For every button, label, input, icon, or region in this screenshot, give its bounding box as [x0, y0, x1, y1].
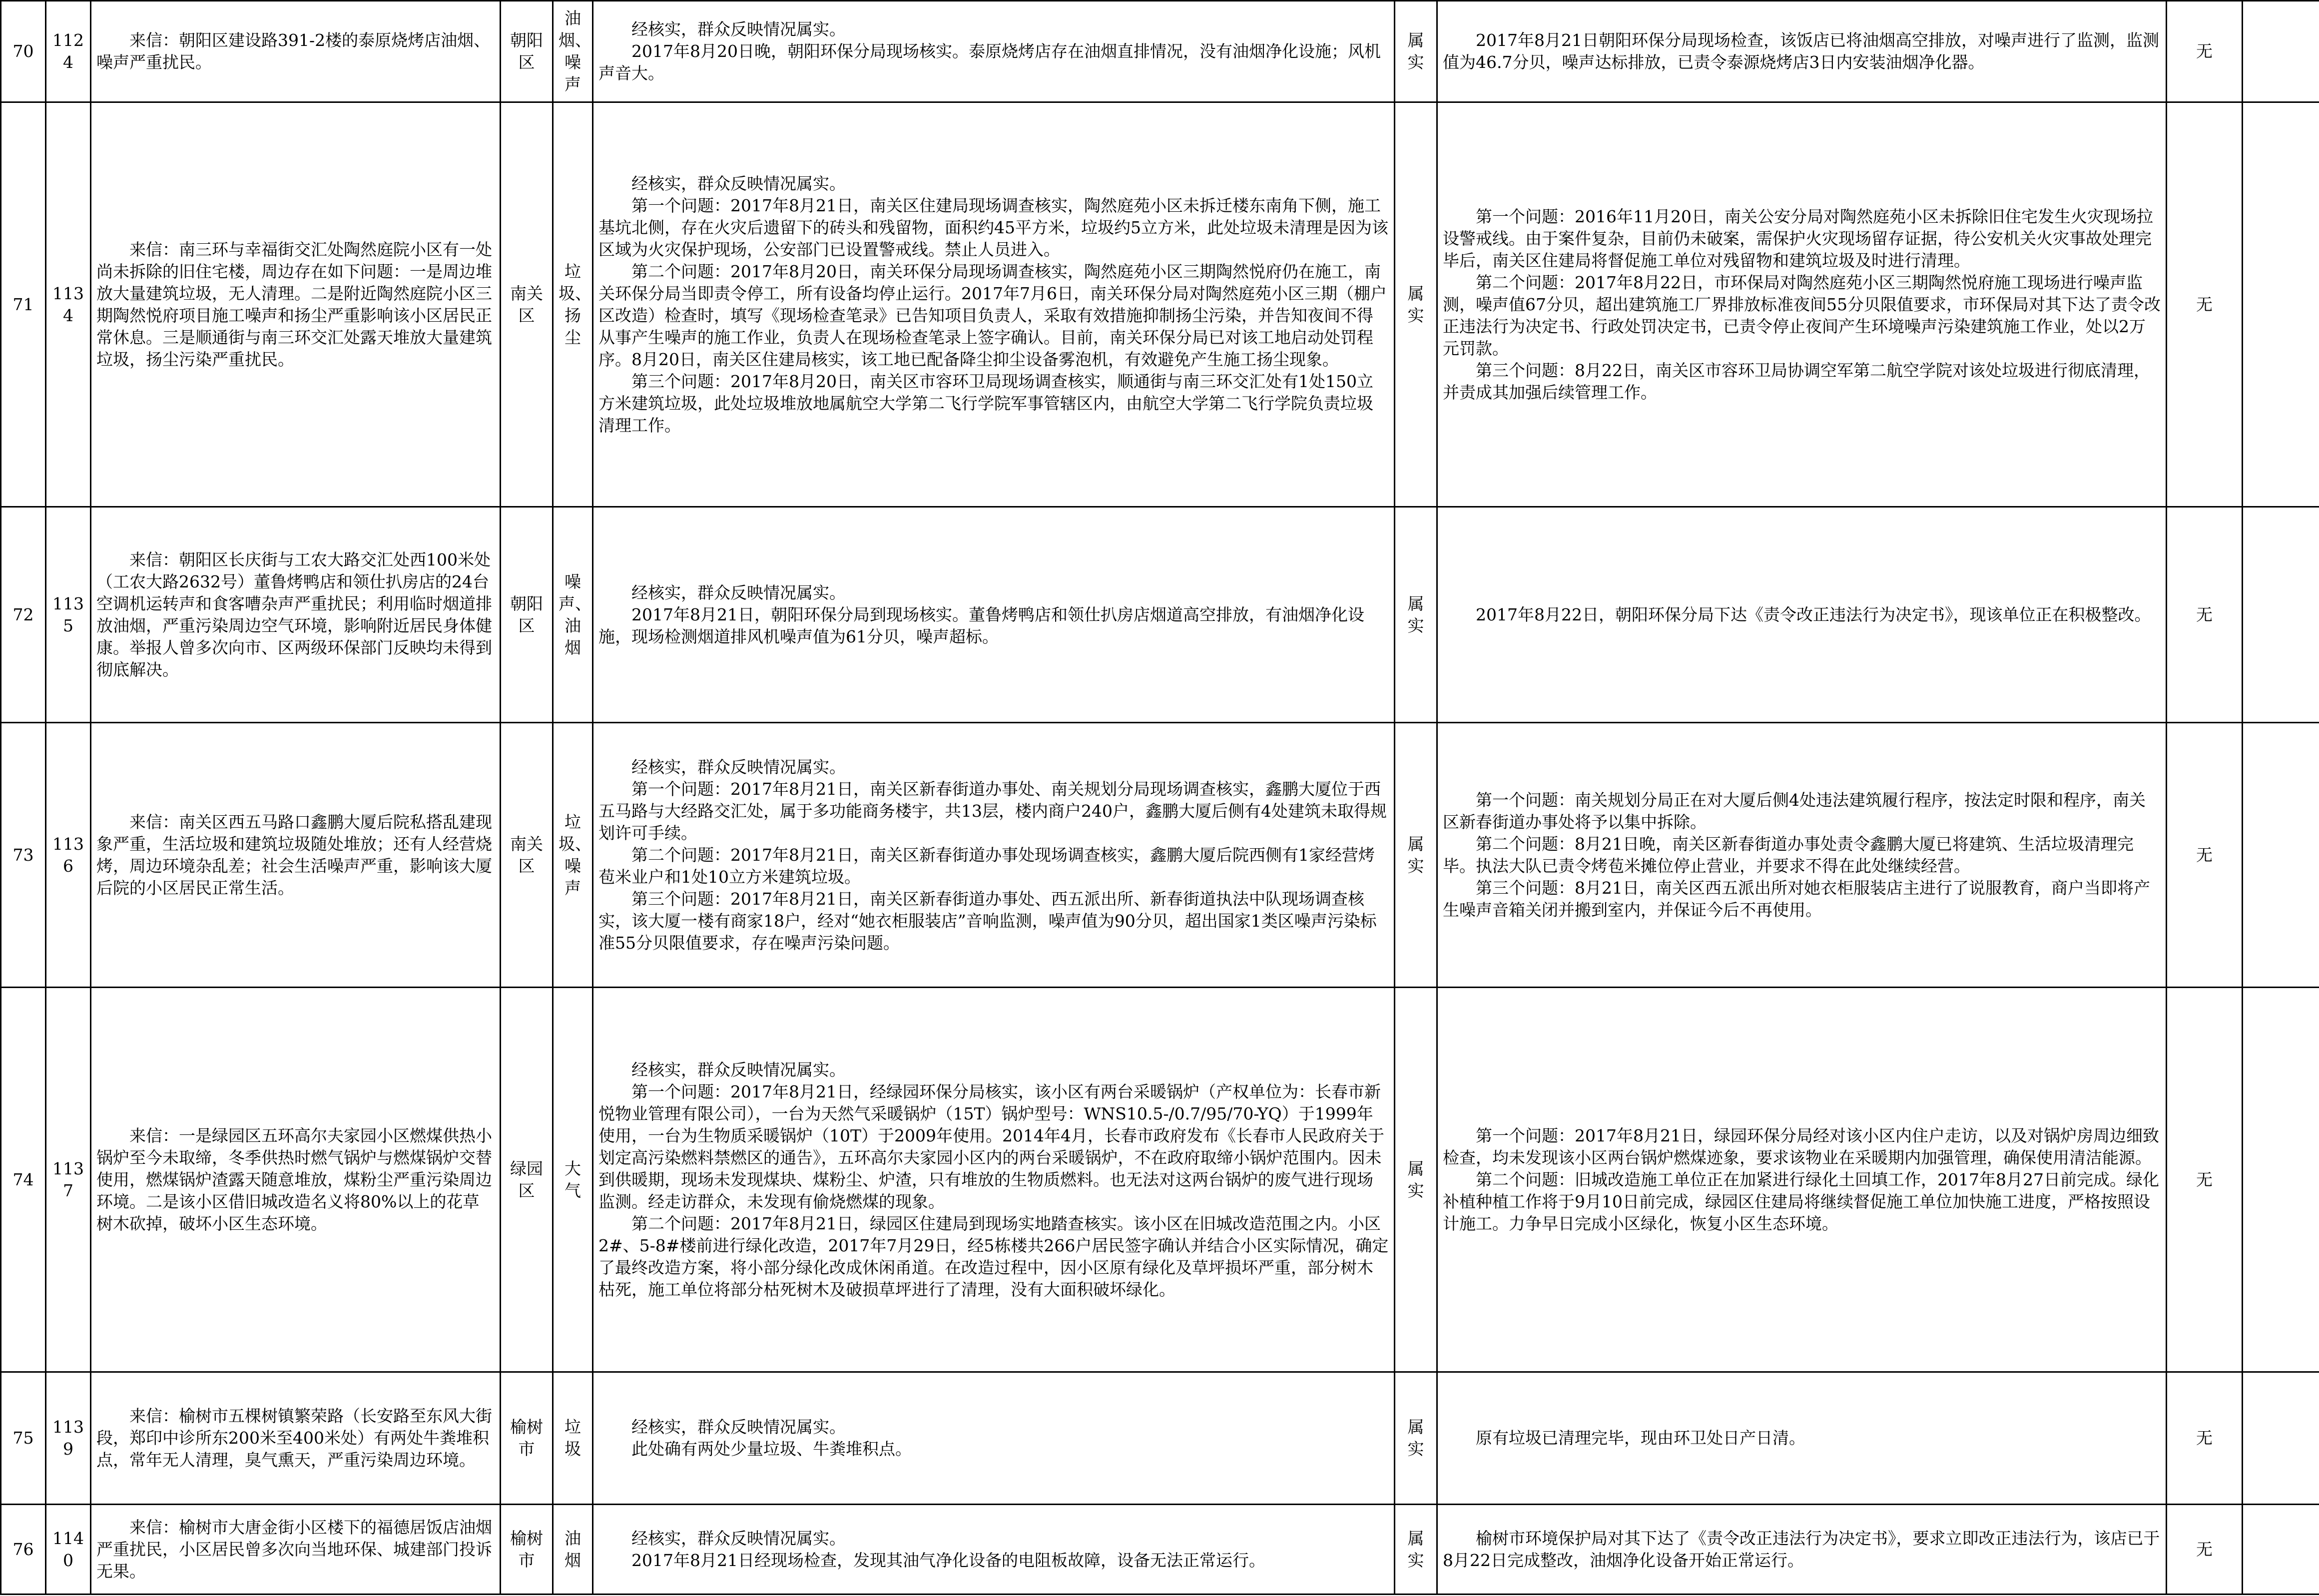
district: 朝阳区: [501, 1, 553, 102]
handling-result: [1437, 723, 2167, 988]
district: 南关区: [501, 723, 553, 988]
verification-details-paragraph: 第二个问题：2017年8月21日，南关区新春街道办事处现场调查核实，鑫鹏大厦后院西侧有1家经营烤苞米业户和1处10立方米建筑垃圾。: [598, 845, 1375, 887]
verdict: 属实: [1395, 102, 1437, 507]
remark: [2243, 1, 2319, 102]
row-number: 70: [1, 1, 46, 102]
handling-result-paragraph: 第二个问题：8月21日晚，南关区新春街道办事处责令鑫鹏大厦已将建筑、生活垃圾清理完毕。执法大队已责令烤苞米摊位停止营业，并要求不得在此处继续经营。: [1443, 834, 2134, 876]
handling-result-paragraph: 第二个问题：旧城改造施工单位正在加紧进行绿化土回填工作，2017年8月27日前完成。绿化补植种植工作将于9月10日前完成，绿园区住建局将继续督促施工单位加快施工进度，严格按照设计施工。力争早日完成小区绿化，恢复小区生态环境。: [1443, 1169, 2159, 1233]
row-number: 71: [1, 102, 46, 507]
verification-details: [593, 1505, 1395, 1595]
verification-details: [593, 102, 1395, 507]
complaint-code: 1134: [46, 102, 91, 507]
table-row: [1, 988, 2319, 1372]
verdict: 属实: [1395, 1, 1437, 102]
verification-details-paragraph: 此处确有两处少量垃圾、牛粪堆积点。: [631, 1439, 912, 1459]
verification-details: [593, 1372, 1395, 1505]
complaint-code: 1124: [46, 1, 91, 102]
verification-details-paragraph: 第三个问题：2017年8月21日，南关区新春街道办事处、西五派出所、新春街道执法中队现场调查核实，该大厦一楼有商家18户，经对“她衣柜服装店”音响监测，噪声值为90分贝，超出国家1类区噪声污染标准55分贝限值要求，存在噪声污染问题。: [598, 889, 1377, 953]
row-number: 74: [1, 988, 46, 1372]
verdict: 属实: [1395, 1372, 1437, 1505]
pollution-category: 油烟、噪声: [553, 1, 593, 102]
table-row: [1, 723, 2319, 988]
handling-result-paragraph: 榆树市环境保护局对其下达了《责令改正违法行为决定书》，要求立即改正违法行为，该店已于8月22日完成整改，油烟净化设备开始正常运行。: [1443, 1528, 2160, 1570]
complaint-letter-paragraph: 来信：榆树市大唐金街小区楼下的福德居饭店油烟严重扰民，小区居民曾多次向当地环保、城建部门投诉无果。: [96, 1517, 492, 1581]
handling-result-paragraph: 第二个问题：2017年8月22日，市环保局对陶然庭苑小区三期陶然悦府施工现场进行噪声监测，噪声值67分贝，超出建筑施工厂界排放标准夜间55分贝限值要求，市环保局对其下达了责令改正违法行为决定书、行政处罚决定书，已责令停止夜间产生环境噪声污染建筑施工作业，处以2万元罚款。: [1443, 272, 2161, 358]
verification-details: [593, 723, 1395, 988]
district: 绿园区: [501, 988, 553, 1372]
district: 榆树市: [501, 1505, 553, 1595]
handling-result-paragraph: 原有垃圾已清理完毕，现由环卫处日产日清。: [1476, 1428, 1805, 1448]
complaint-code: 1135: [46, 507, 91, 723]
complaint-letter: [91, 723, 501, 988]
remark: [2243, 102, 2319, 507]
accountability: 无: [2167, 1505, 2243, 1595]
verification-details: [593, 1, 1395, 102]
verification-details-paragraph: 经核实，群众反映情况属实。: [631, 19, 846, 39]
handling-result: [1437, 1, 2167, 102]
complaint-letter: [91, 988, 501, 1372]
verification-details-paragraph: 第三个问题：2017年8月20日，南关区市容环卫局现场调查核实，顺通街与南三环交汇处有1处150立方米建筑垃圾，此处垃圾堆放地属航空大学第二飞行学院军事管辖区内，由航空大学第二飞行学院负责垃圾清理工作。: [598, 371, 1373, 435]
handling-result: [1437, 507, 2167, 723]
handling-result-paragraph: 第三个问题：8月21日，南关区西五派出所对她衣柜服装店主进行了说服教育，商户当即将产生噪声音箱关闭并搬到室内，并保证今后不再使用。: [1443, 878, 2150, 920]
table-row: [1, 1372, 2319, 1505]
handling-result: [1437, 102, 2167, 507]
accountability: 无: [2167, 102, 2243, 507]
pollution-category: 垃圾: [553, 1372, 593, 1505]
complaint-code: 1137: [46, 988, 91, 1372]
pollution-category: 大气: [553, 988, 593, 1372]
pollution-category: 垃圾、噪声: [553, 723, 593, 988]
verification-details-paragraph: 经核实，群众反映情况属实。: [631, 582, 846, 602]
verification-details-paragraph: 经核实，群众反映情况属实。: [631, 1528, 846, 1548]
verification-details-paragraph: 2017年8月20日晚，朝阳环保分局现场核实。泰原烧烤店存在油烟直排情况，没有油烟净化设施；风机声音大。: [598, 41, 1381, 83]
verdict: 属实: [1395, 1505, 1437, 1595]
district: 朝阳区: [501, 507, 553, 723]
verification-details: [593, 507, 1395, 723]
handling-result-paragraph: 第一个问题：2016年11月20日，南关公安分局对陶然庭苑小区未拆除旧住宅发生火灾现场拉设警戒线。由于案件复杂，目前仍未破案，需保护火灾现场留存证据，待公安机关火灾事故处理完毕后，南关区住建局将督促施工单位对残留物和建筑垃圾及时进行清理。: [1443, 206, 2153, 270]
handling-result-paragraph: 第一个问题：2017年8月21日，绿园环保分局经对该小区内住户走访，以及对锅炉房周边细致检查，均未发现该小区两台锅炉燃煤迹象，要求该物业在采暖期内加强管理，确保使用清洁能源。: [1443, 1125, 2159, 1167]
accountability: 无: [2167, 507, 2243, 723]
remark: [2243, 1372, 2319, 1505]
accountability: 无: [2167, 1, 2243, 102]
verdict: 属实: [1395, 723, 1437, 988]
verification-details-paragraph: 经核实，群众反映情况属实。: [631, 173, 846, 193]
handling-result-paragraph: 2017年8月22日，朝阳环保分局下达《责令改正违法行为决定书》，现该单位正在积极整改。: [1476, 604, 2151, 624]
complaint-letter: [91, 1505, 501, 1595]
verification-details-paragraph: 第二个问题：2017年8月20日，南关环保分局现场调查核实，陶然庭苑小区三期陶然悦府仍在施工，南关环保分局当即责令停工，所有设备均停止运行。2017年7月6日，南关环保分局对陶然庭苑小区三期（棚户区改造）检查时，填写《现场检查笔录》已告知项目负责人，采取有效措施抑制扬尘污染，并告知夜间不得从事产生噪声的施工作业，负责人在现场检查笔录上签字确认。目前，南关环保分局已对该工地启动处罚程序。8月20日，南关区住建局核实，该工地已配备降尘抑尘设备雾泡机，有效避免产生施工扬尘现象。: [598, 261, 1387, 369]
verdict: 属实: [1395, 507, 1437, 723]
complaint-code: 1139: [46, 1372, 91, 1505]
table-body: [1, 1, 2319, 1595]
verification-details-paragraph: 第一个问题：2017年8月21日，南关区住建局现场调查核实，陶然庭苑小区未拆迁楼东南角下侧，施工基坑北侧，存在火灾后遗留下的砖头和残留物，面积约45平方米，垃圾约5立方米，此处垃圾未清理是因为该区域为火灾保护现场，公安部门已设置警戒线。禁止人员进入。: [598, 195, 1388, 259]
handling-result-paragraph: 第一个问题：南关规划分局正在对大厦后侧4处违法建筑履行程序，按法定时限和程序，南关区新春街道办事处将予以集中拆除。: [1443, 790, 2146, 832]
row-number: 72: [1, 507, 46, 723]
verification-details-paragraph: 第一个问题：2017年8月21日，经绿园环保分局核实，该小区有两台采暖锅炉（产权单位为：长春市新悦物业管理有限公司），一台为天然气采暖锅炉（15T）锅炉型号：WNS10.5-/0.7/95/70-YQ）于1999年使用，一台为生物质采暖锅炉（10T）于2009年使用。2014年4月，长春市政府发布《长春市人民政府关于划定高污染燃料禁燃区的通告》，五环高尔夫家园小区内的两台采暖锅炉，不在政府取缔小锅炉范围内。因未到供暖期，现场未发现煤块、煤粉尘、炉渣，只有堆放的生物质燃料。也无法对这两台锅炉的废气进行现场监测。经走访群众，未发现有偷烧燃煤的现象。: [598, 1081, 1384, 1211]
pollution-category: 垃圾、扬尘: [553, 102, 593, 507]
district: 南关区: [501, 102, 553, 507]
verification-details-paragraph: 第一个问题：2017年8月21日，南关区新春街道办事处、南关规划分局现场调查核实，鑫鹏大厦位于西五马路与大经路交汇处，属于多功能商务楼宇，共13层，楼内商户240户，鑫鹏大厦后侧有4处建筑未取得规划许可手续。: [598, 779, 1387, 843]
district: 榆树市: [501, 1372, 553, 1505]
handling-result-paragraph: 第三个问题：8月22日，南关区市容环卫局协调空军第二航空学院对该处垃圾进行彻底清理，并责成其加强后续管理工作。: [1443, 360, 2150, 402]
table-row: [1, 102, 2319, 507]
complaint-code: 1140: [46, 1505, 91, 1595]
complaint-letter-paragraph: 来信：榆树市五棵树镇繁荣路（长安路至东风大街段，郑印中诊所东200米至400米处）有两处牛粪堆积点，常年无人清理，臭气熏天，严重污染周边环境。: [96, 1406, 492, 1470]
remark: [2243, 507, 2319, 723]
complaint-letter: [91, 1, 501, 102]
verification-details-paragraph: 经核实，群众反映情况属实。: [631, 757, 846, 777]
verification-details-paragraph: 第二个问题：2017年8月21日，绿园区住建局到现场实地踏查核实。该小区在旧城改造范围之内。小区2#、5-8#楼前进行绿化改造，2017年7月29日，经5栋楼共266户居民签字确认并结合小区实际情况，确定了最终改造方案，将小部分绿化改成休闲甬道。在改造过程中，因小区原有绿化及草坪损坏严重，部分树木枯死，施工单位将部分枯死树木及破损草坪进行了清理，没有大面积破坏绿化。: [598, 1213, 1389, 1299]
verification-details: [593, 988, 1395, 1372]
accountability: 无: [2167, 1372, 2243, 1505]
table-row: [1, 507, 2319, 723]
row-number: 76: [1, 1505, 46, 1595]
remark: [2243, 988, 2319, 1372]
complaint-code: 1136: [46, 723, 91, 988]
remark: [2243, 1505, 2319, 1595]
row-number: 75: [1, 1372, 46, 1505]
verdict: 属实: [1395, 988, 1437, 1372]
complaint-letter-paragraph: 来信：朝阳区建设路391-2楼的泰原烧烤店油烟、噪声严重扰民。: [96, 30, 491, 72]
row-number: 73: [1, 723, 46, 988]
table-row: [1, 1505, 2319, 1595]
verification-details-paragraph: 2017年8月21日经现场检查，发现其油气净化设备的电阻板故障，设备无法正常运行。: [631, 1550, 1265, 1570]
complaint-letter-paragraph: 来信：南关区西五马路口鑫鹏大厦后院私搭乱建现象严重，生活垃圾和建筑垃圾随处堆放；还有人经营烧烤，周边环境杂乱差；社会生活噪声严重，影响该大厦后院的小区居民正常生活。: [96, 812, 492, 898]
handling-result: [1437, 1372, 2167, 1505]
table-row: [1, 1, 2319, 102]
complaint-letter-paragraph: 来信：一是绿园区五环高尔夫家园小区燃煤供热小锅炉至今未取缔，冬季供热时燃气锅炉与燃煤锅炉交替使用，燃煤锅炉渣露天随意堆放，煤粉尘严重污染周边环境。二是该小区借旧城改造名义将80%以上的花草树木砍掉，破坏小区生态环境。: [96, 1125, 492, 1233]
pollution-category: 油烟: [553, 1505, 593, 1595]
handling-result-paragraph: 2017年8月21日朝阳环保分局现场检查，该饭店已将油烟高空排放，对噪声进行了监测，监测值为46.7分贝，噪声达标排放，已责令泰源烧烤店3日内安装油烟净化器。: [1443, 30, 2159, 72]
pollution-category: 噪声、油烟: [553, 507, 593, 723]
handling-result: [1437, 1505, 2167, 1595]
accountability: 无: [2167, 723, 2243, 988]
verification-details-paragraph: 经核实，群众反映情况属实。: [631, 1060, 846, 1079]
complaint-letter: [91, 102, 501, 507]
complaint-letter-paragraph: 来信：南三环与幸福街交汇处陶然庭院小区有一处尚未拆除的旧住宅楼，周边存在如下问题：一是周边堆放大量建筑垃圾，无人清理。二是附近陶然庭院小区三期陶然悦府项目施工噪声和扬尘严重影响该小区居民正常休息。三是顺通街与南三环交汇处露天堆放大量建筑垃圾，扬尘污染严重扰民。: [96, 239, 492, 369]
verification-details-paragraph: 经核实，群众反映情况属实。: [631, 1417, 846, 1437]
accountability: 无: [2167, 988, 2243, 1372]
complaint-letter: [91, 1372, 501, 1505]
remark: [2243, 723, 2319, 988]
complaint-letter-paragraph: 来信：朝阳区长庆街与工农大路交汇处西100米处（工农大路2632号）董鲁烤鸭店和领仕扒房店的24台空调机运转声和食客嘈杂声严重扰民；利用临时烟道排放油烟，严重污染周边空气环境，影响附近居民身体健康。举报人曾多次向市、区两级环保部门反映均未得到彻底解决。: [96, 549, 492, 679]
handling-result: [1437, 988, 2167, 1372]
verification-details-paragraph: 2017年8月21日，朝阳环保分局到现场核实。董鲁烤鸭店和领仕扒房店烟道高空排放，有油烟净化设施，现场检测烟道排风机噪声值为61分贝，噪声超标。: [598, 604, 1364, 646]
complaint-letter: [91, 507, 501, 723]
